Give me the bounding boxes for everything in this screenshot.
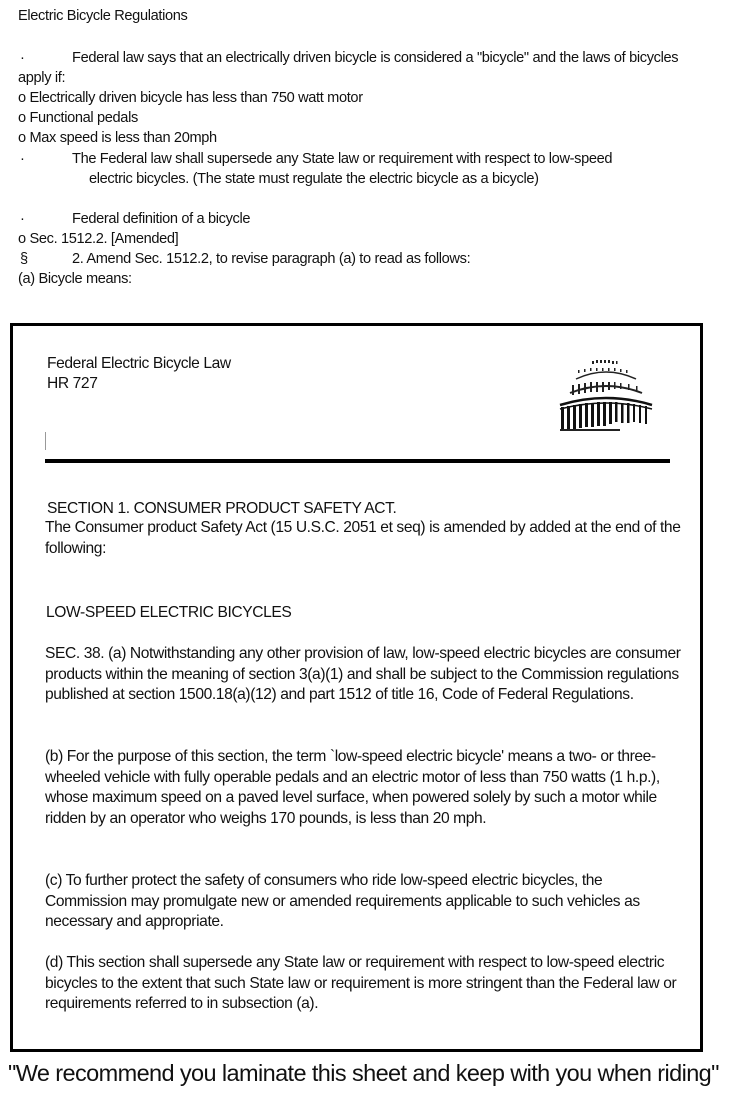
subheading: LOW-SPEED ELECTRIC BICYCLES	[46, 604, 292, 621]
sec-amended: o Sec. 1512.2. [Amended]	[18, 231, 179, 247]
bicycle-means: (a) Bicycle means:	[18, 271, 132, 287]
section-heading: SECTION 1. CONSUMER PRODUCT SAFETY ACT.	[47, 500, 397, 517]
law-title: Federal Electric Bicycle Law	[47, 355, 231, 372]
paragraph-sec38-a: SEC. 38. (a) Notwithstanding any other provision of law, low-speed electric bicycles are consumer products within the meaning of section 3(a)(1) and shall be subject to the Commission regulations published at section 1500.18(a)(12) and part 1512 of title 16, Code of Federal Regulations.	[45, 645, 681, 704]
lamination-recommendation: "We recommend you laminate this sheet and keep with you when riding"	[8, 1060, 719, 1086]
bullet-marker: ·	[20, 151, 25, 167]
condition-item: o Functional pedals	[18, 110, 138, 126]
paragraph-b: (b) For the purpose of this section, the term `low-speed electric bicycle' means a two- or three-wheeled vehicle with fully operable pedals and an electric motor of less than 750 watts (1 h.p.), whose maximum speed on a paved level surface, when powered solely by such a motor while ridden by an operator who weighs 170 pounds, is less than 20 mph.	[45, 748, 660, 827]
capitol-dome-icon	[556, 355, 656, 433]
condition-item: o Electrically driven bicycle has less than 750 watt motor	[18, 90, 363, 106]
section-marker: §	[20, 251, 28, 267]
bullet-marker: ·	[20, 211, 25, 227]
document-title: Electric Bicycle Regulations	[18, 8, 188, 24]
bill-number: HR 727	[47, 375, 98, 392]
header-rule	[45, 459, 670, 463]
paragraph-c: (c) To further protect the safety of consumers who ride low-speed electric bicycles, the Commission may promulgate new or amended requirements applicable to such vehicles as necessary and appropriate.	[45, 872, 640, 931]
condition-item: o Max speed is less than 20mph	[18, 130, 217, 146]
amend-text: 2. Amend Sec. 1512.2, to revise paragraph (a) to read as follows:	[72, 251, 471, 267]
paragraph-d: (d) This section shall supersede any State law or requirement with respect to low-speed electric bicycles to the extent that such State law or requirement is more stringent than the Federal law or requirements referred to in subsection (a).	[45, 954, 677, 1013]
bullet-marker: ·	[20, 50, 25, 66]
text-cursor	[45, 432, 46, 450]
supersede-statement-cont: electric bicycles. (The state must regulate the electric bicycle as a bicycle)	[89, 171, 539, 187]
supersede-statement: The Federal law shall supersede any State law or requirement with respect to low-speed	[72, 151, 613, 167]
federal-definition-heading: Federal definition of a bicycle	[72, 211, 251, 227]
federal-law-statement: Federal law says that an electrically driven bicycle is considered a "bicycle" and the laws of bicycles	[72, 50, 679, 66]
section-intro: The Consumer product Safety Act (15 U.S.C. 2051 et seq) is amended by added at the end of the following:	[45, 519, 681, 557]
federal-law-statement-cont: apply if:	[18, 70, 66, 86]
